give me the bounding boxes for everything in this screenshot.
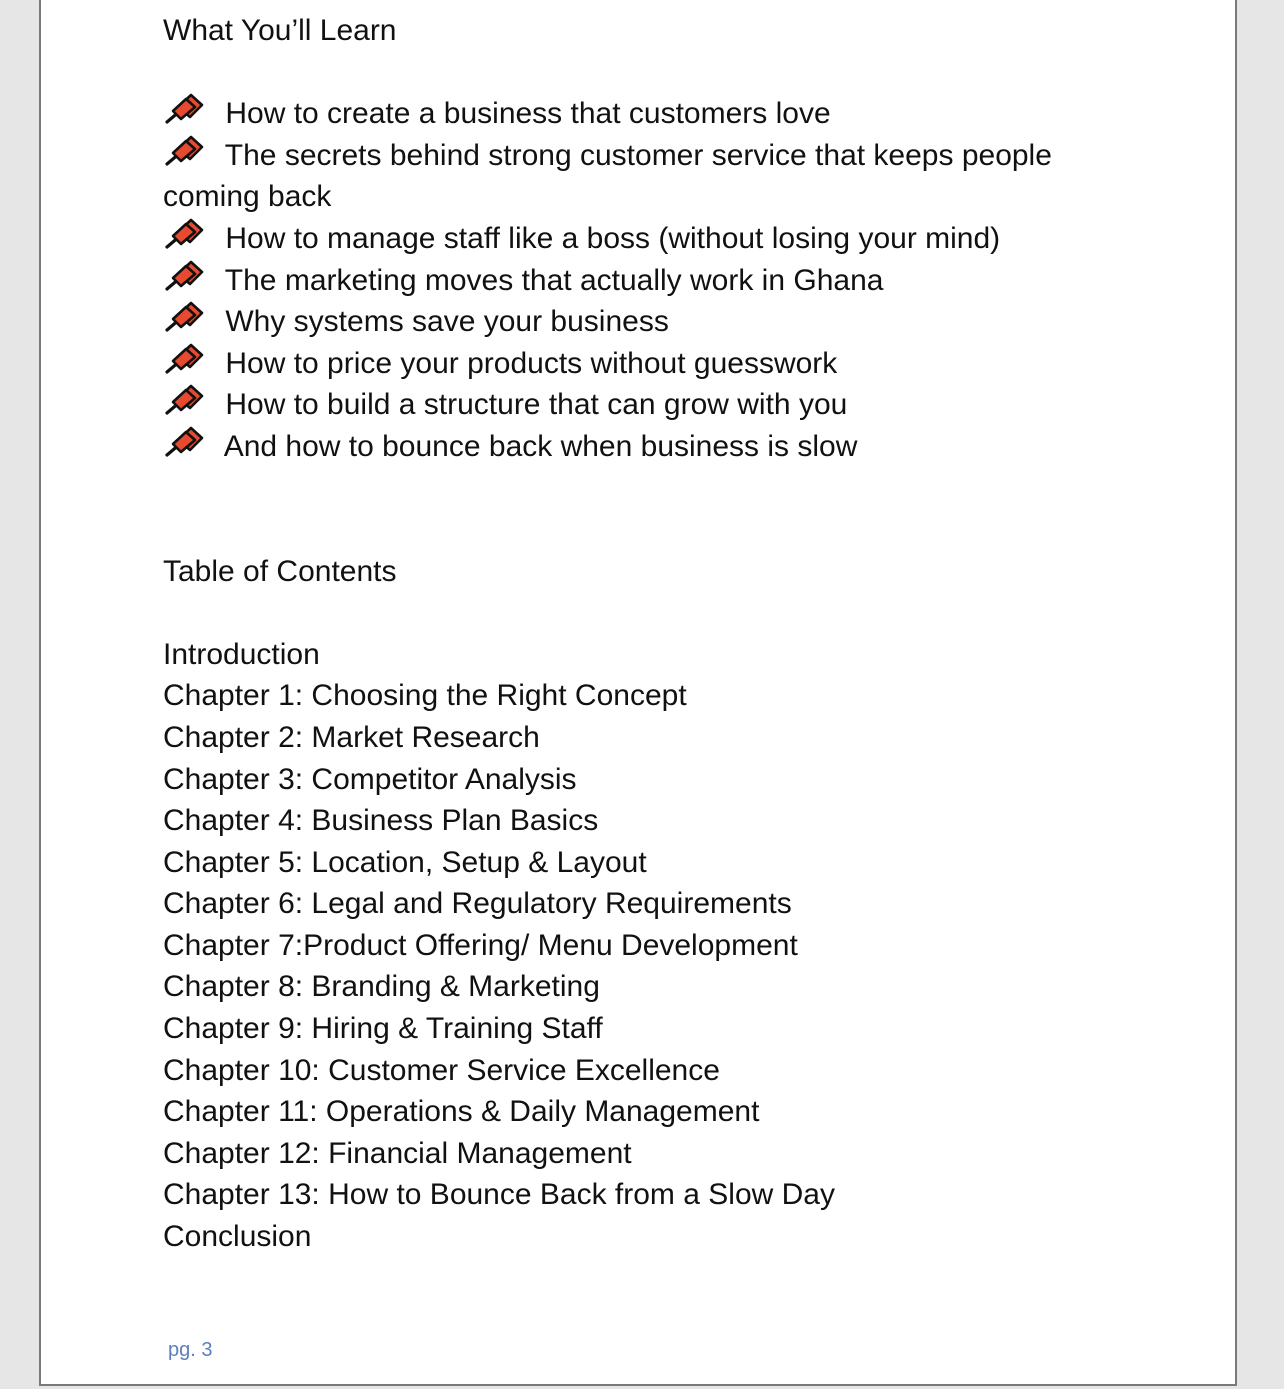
- learn-heading-spacer: [163, 52, 1123, 94]
- learn-list: [163, 93, 1123, 467]
- toc-item: Chapter 12: Financial Management: [163, 1136, 632, 1170]
- learn-heading: What You’ll Learn: [163, 14, 397, 47]
- toc-item: Chapter 13: How to Bounce Back from a Slow Day: [163, 1178, 835, 1212]
- learn-item: [163, 260, 1123, 302]
- toc-heading: Table of Contents: [163, 554, 397, 588]
- toc-item: Chapter 4: Business Plan Basics: [163, 804, 599, 838]
- document-page: [39, 0, 1237, 1386]
- pushpin-icon: [163, 260, 205, 294]
- learn-item-text: How to price your products without guesswork: [225, 346, 838, 380]
- toc-item: Chapter 3: Competitor Analysis: [163, 762, 577, 796]
- learn-item: [163, 301, 1123, 343]
- learn-item: [163, 135, 1123, 218]
- learn-item: [163, 218, 1123, 260]
- pushpin-icon: [163, 426, 205, 460]
- pushpin-icon: [163, 135, 205, 169]
- toc-item: Chapter 2: Market Research: [163, 720, 540, 754]
- learn-item: [163, 93, 1123, 135]
- learn-item-text: The secrets behind strong customer service that keeps people coming back: [163, 138, 1052, 214]
- pushpin-icon: [163, 301, 205, 335]
- learn-item: [163, 343, 1123, 385]
- toc-item: Chapter 10: Customer Service Excellence: [163, 1053, 720, 1087]
- toc-item: Introduction: [163, 637, 320, 671]
- learn-item: [163, 426, 1123, 468]
- toc-item: Chapter 11: Operations & Daily Management: [163, 1095, 760, 1129]
- toc-item: Chapter 9: Hiring & Training Staff: [163, 1012, 603, 1046]
- page-content: [163, 10, 1123, 1258]
- learn-item-text: And how to bounce back when business is slow: [223, 429, 858, 463]
- pushpin-icon: [163, 384, 205, 418]
- toc-item: Chapter 5: Location, Setup & Layout: [163, 845, 647, 879]
- toc-item: Chapter 1: Choosing the Right Concept: [163, 679, 687, 713]
- toc-heading-spacer: [163, 592, 1123, 634]
- learn-item-text: Why systems save your business: [225, 305, 669, 339]
- page-number: pg. 3: [168, 1339, 213, 1361]
- learn-item-text: How to manage staff like a boss (without losing your mind): [225, 221, 1001, 255]
- learn-item: [163, 384, 1123, 426]
- learn-item-text: How to create a business that customers love: [225, 97, 831, 131]
- toc-item: Chapter 8: Branding & Marketing: [163, 970, 600, 1004]
- toc-item: Chapter 7:Product Offering/ Menu Development: [163, 928, 798, 962]
- toc-list: [163, 634, 1123, 1258]
- learn-item-text: How to build a structure that can grow with you: [225, 388, 848, 422]
- learn-item-text: The marketing moves that actually work in Ghana: [224, 263, 884, 297]
- section-spacer: [163, 468, 1123, 551]
- pushpin-icon: [163, 93, 205, 127]
- toc-item: Chapter 6: Legal and Regulatory Requirements: [163, 887, 792, 921]
- pushpin-icon: [163, 218, 205, 252]
- toc-item: Conclusion: [163, 1220, 312, 1254]
- pushpin-icon: [163, 343, 205, 377]
